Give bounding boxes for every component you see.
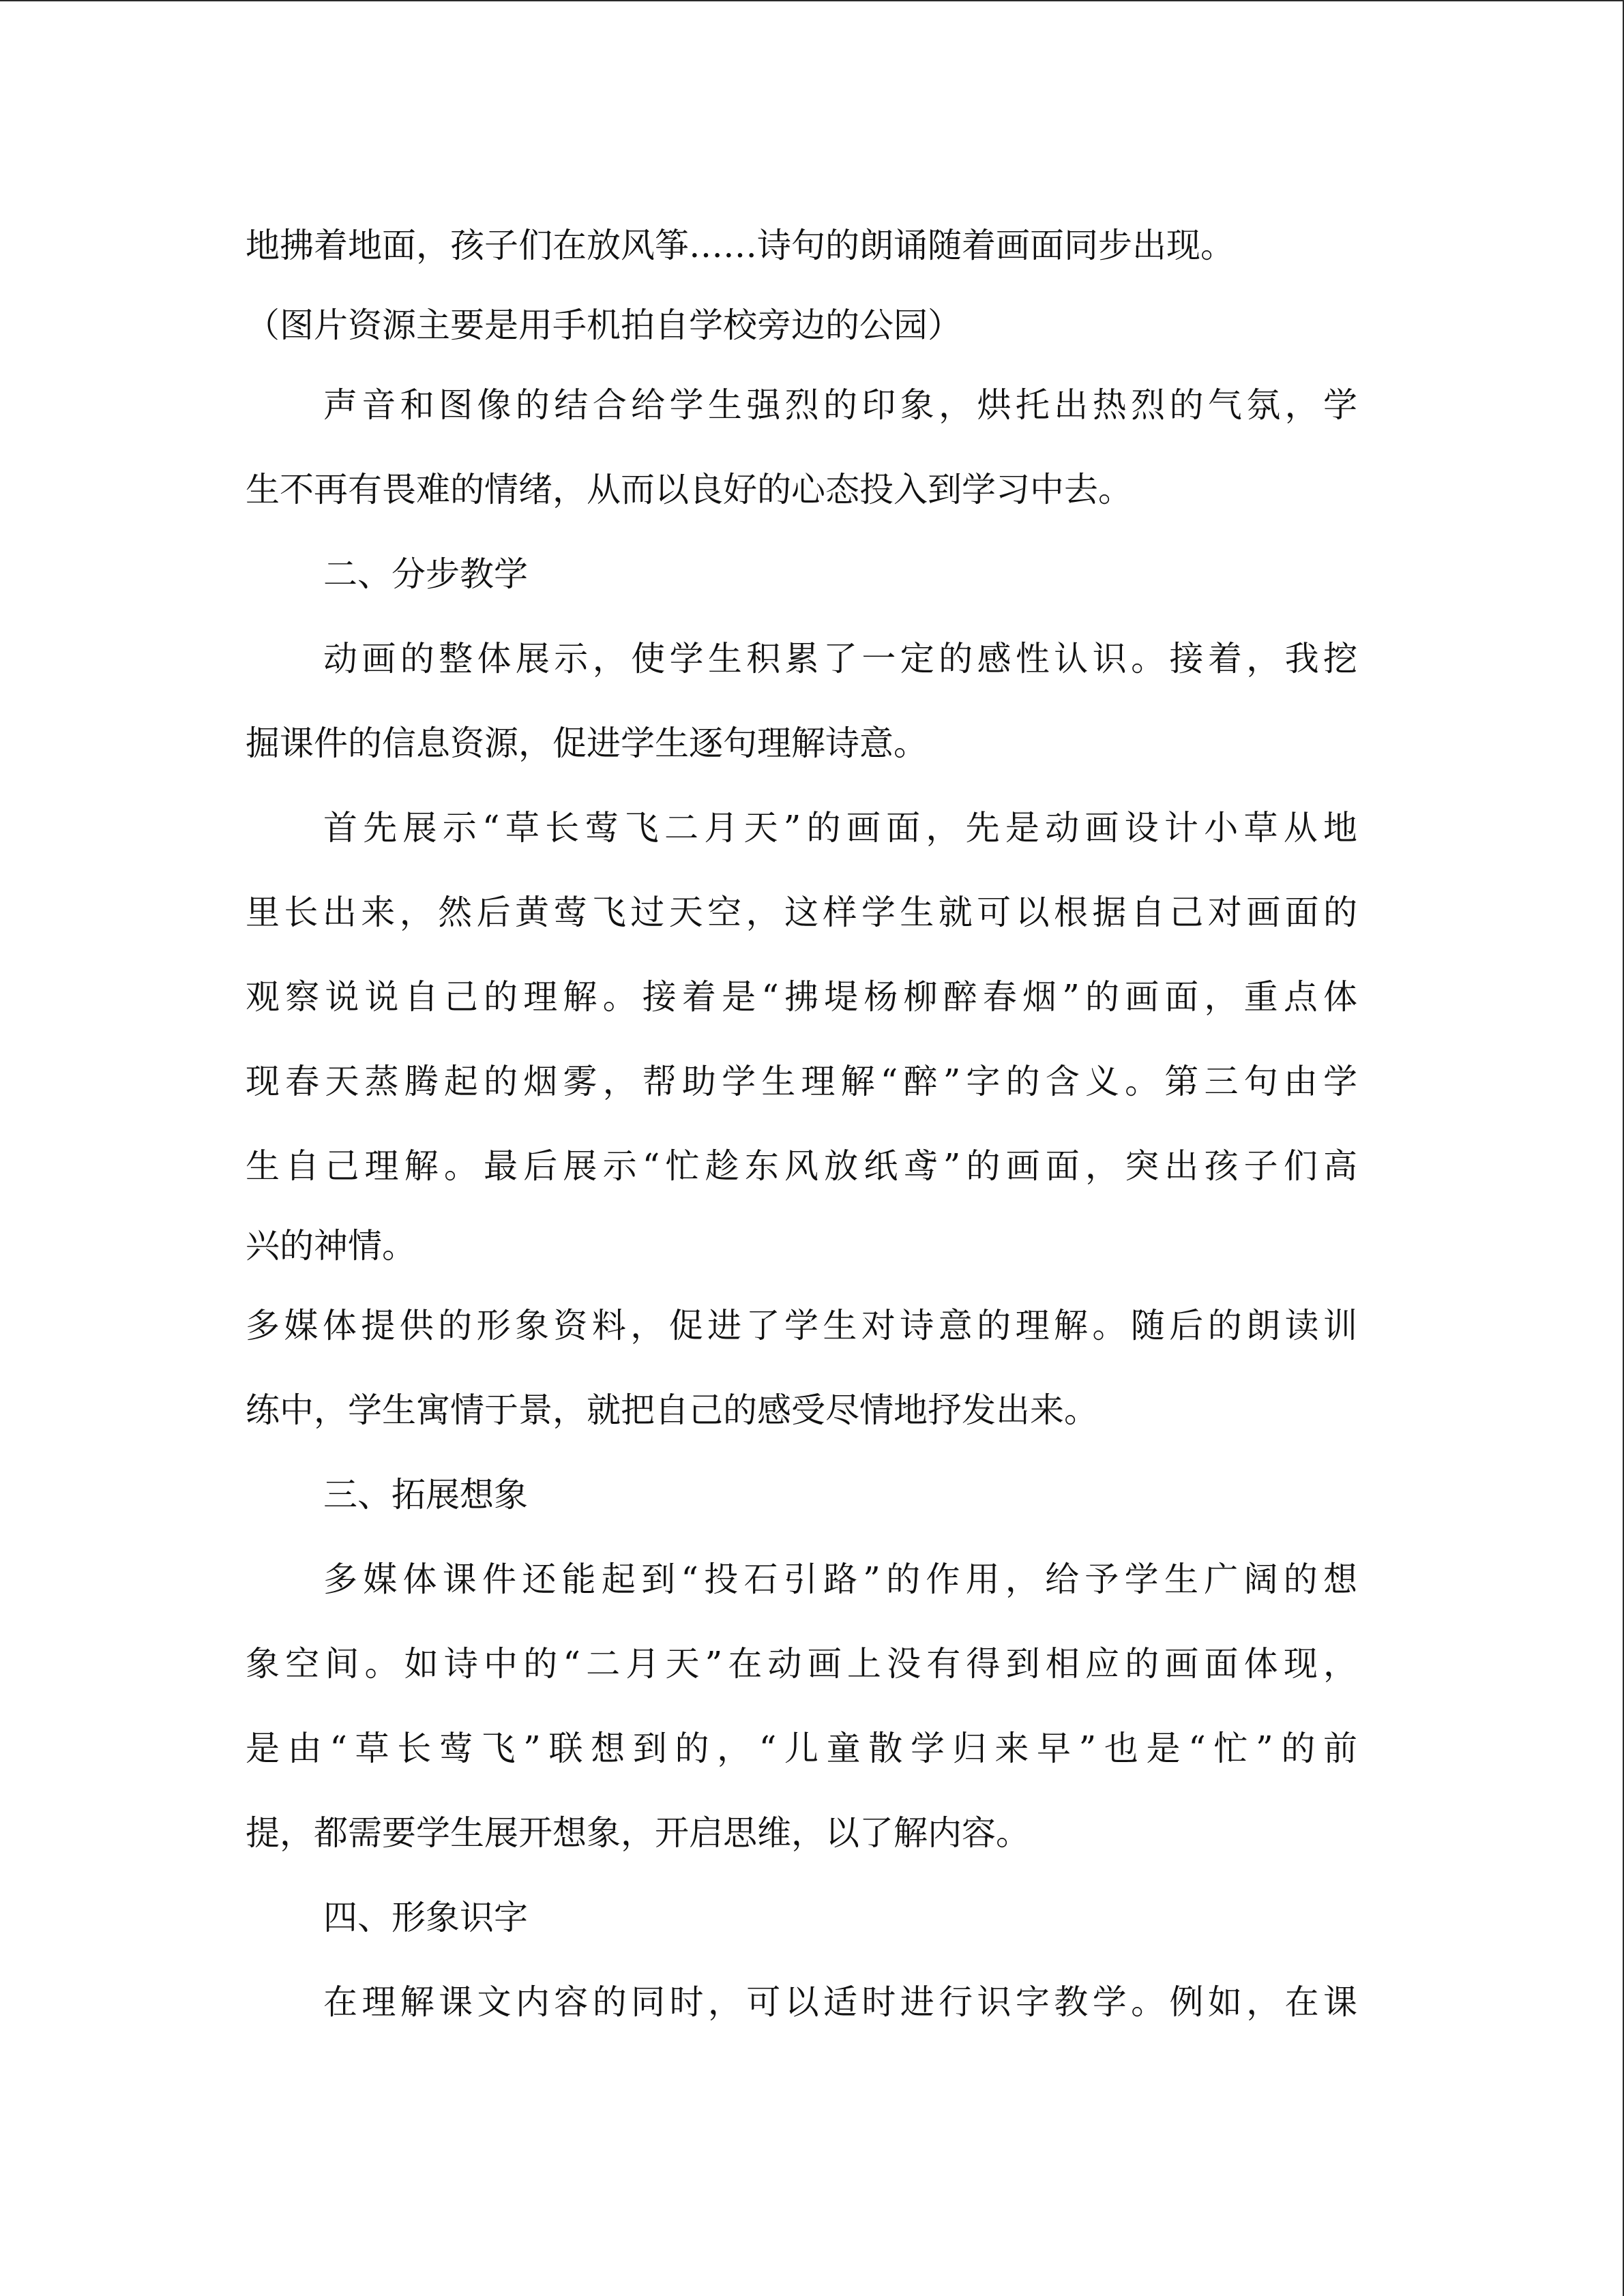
paragraph-start-line: 多媒体课件还能起到“投石引路”的作用，给予学生广阔的想: [323, 1560, 1357, 1599]
text-line: 是由“草长莺飞”联想到的，“儿童散学归来早”也是“忙”的前: [246, 1729, 1357, 1768]
text-line: 练中，学生寓情于景，就把自己的感受尽情地抒发出来。: [246, 1390, 1098, 1430]
paragraph-start-line: 多媒体提供的形象资料，促进了学生对诗意的理解。随后的朗读训: [246, 1306, 1357, 1345]
section-heading: 二、分步教学: [323, 554, 528, 594]
body-text: [246, 203, 1357, 2044]
paragraph-start-line: 声音和图像的结合给学生强烈的印象，烘托出热烈的气氛，学: [323, 385, 1357, 425]
text-line: （图片资源主要是用手机拍自学校旁边的公园）: [246, 305, 962, 345]
text-line: 象空间。如诗中的“二月天”在动画上没有得到相应的画面体现，: [246, 1644, 1357, 1684]
text-line: 提，都需要学生展开想象，开启思维，以了解内容。: [246, 1813, 1030, 1853]
text-line: 兴的神情。: [246, 1226, 416, 1266]
section-heading: 三、拓展想象: [323, 1475, 528, 1515]
text-line: 生不再有畏难的情绪，从而以良好的心态投入到学习中去。: [246, 470, 1132, 509]
paragraph-start-line: 在理解课文内容的同时，可以适时进行识字教学。例如，在课: [323, 1982, 1357, 2022]
paragraph-start-line: 首先展示“草长莺飞二月天”的画面，先是动画设计小草从地: [323, 808, 1357, 848]
text-line: 里长出来，然后黄莺飞过天空，这样学生就可以根据自己对画面的: [246, 893, 1357, 932]
section-heading: 四、形象识字: [323, 1898, 528, 1937]
paragraph-start-line: 动画的整体展示，使学生积累了一定的感性认识。接着，我挖: [323, 639, 1357, 679]
text-line: 掘课件的信息资源，促进学生逐句理解诗意。: [246, 724, 928, 763]
text-line: 现春天蒸腾起的烟雾，帮助学生理解“醉”字的含义。第三句由学: [246, 1062, 1357, 1101]
text-line: 地拂着地面，孩子们在放风筝……诗句的朗诵随着画面同步出现。: [246, 226, 1235, 265]
text-line: 生自己理解。最后展示“忙趁东风放纸鸢”的画面，突出孩子们高: [246, 1146, 1357, 1186]
text-line: 观察说说自己的理解。接着是“拂堤杨柳醉春烟”的画面，重点体: [246, 977, 1357, 1017]
